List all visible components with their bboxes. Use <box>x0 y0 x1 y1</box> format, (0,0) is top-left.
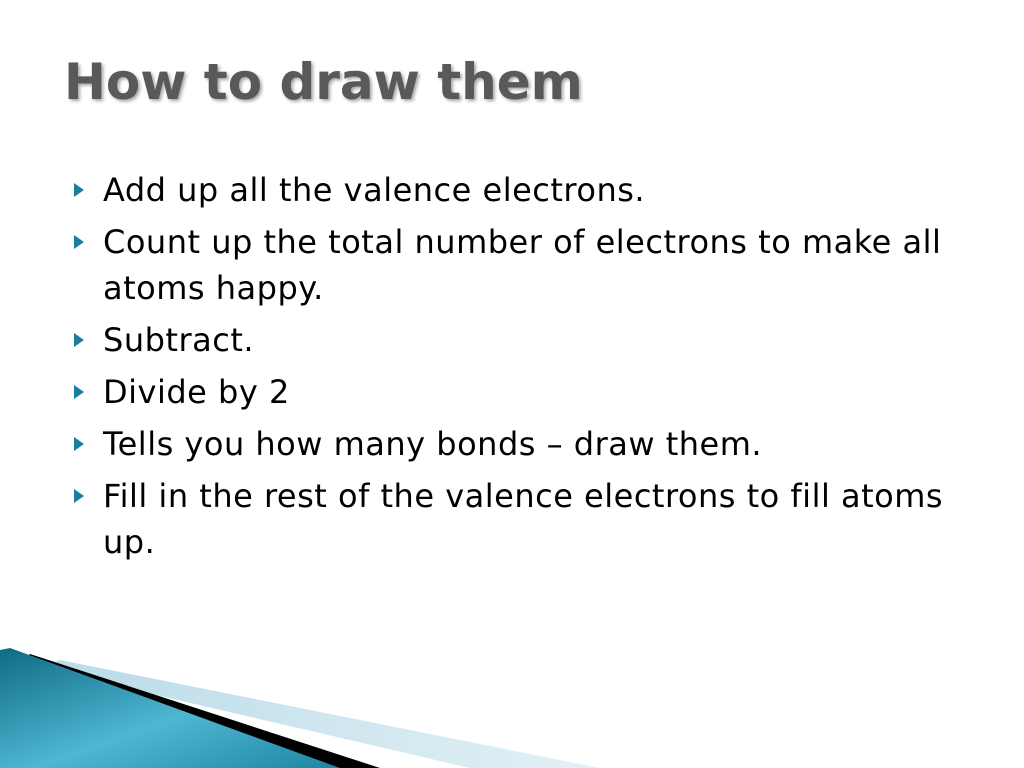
bullet-item <box>74 473 954 565</box>
bullet-text: Count up the total number of electrons to make all atoms happy. <box>103 223 942 307</box>
bullet-item <box>74 421 954 467</box>
triangle-right-icon <box>74 473 103 519</box>
bullet-item <box>74 317 954 363</box>
triangle-right-icon <box>74 317 103 363</box>
bullet-text: Tells you how many bonds – draw them. <box>103 425 763 463</box>
slide-title: How to draw them <box>64 53 583 111</box>
triangle-right-icon <box>74 421 103 467</box>
bullet-text: Add up all the valence electrons. <box>103 171 646 209</box>
bullet-item <box>74 167 954 213</box>
triangle-right-icon <box>74 369 103 415</box>
triangle-right-icon <box>74 167 103 213</box>
bullet-item <box>74 219 954 311</box>
triangle-right-icon <box>74 219 103 265</box>
bullet-item <box>74 369 954 415</box>
bullet-text: Fill in the rest of the valence electrons to fill atoms up. <box>103 477 944 561</box>
bullet-text: Divide by 2 <box>103 373 290 411</box>
slide-corner-decoration <box>0 640 1024 768</box>
bullet-list <box>74 167 954 571</box>
bullet-text: Subtract. <box>103 321 255 359</box>
